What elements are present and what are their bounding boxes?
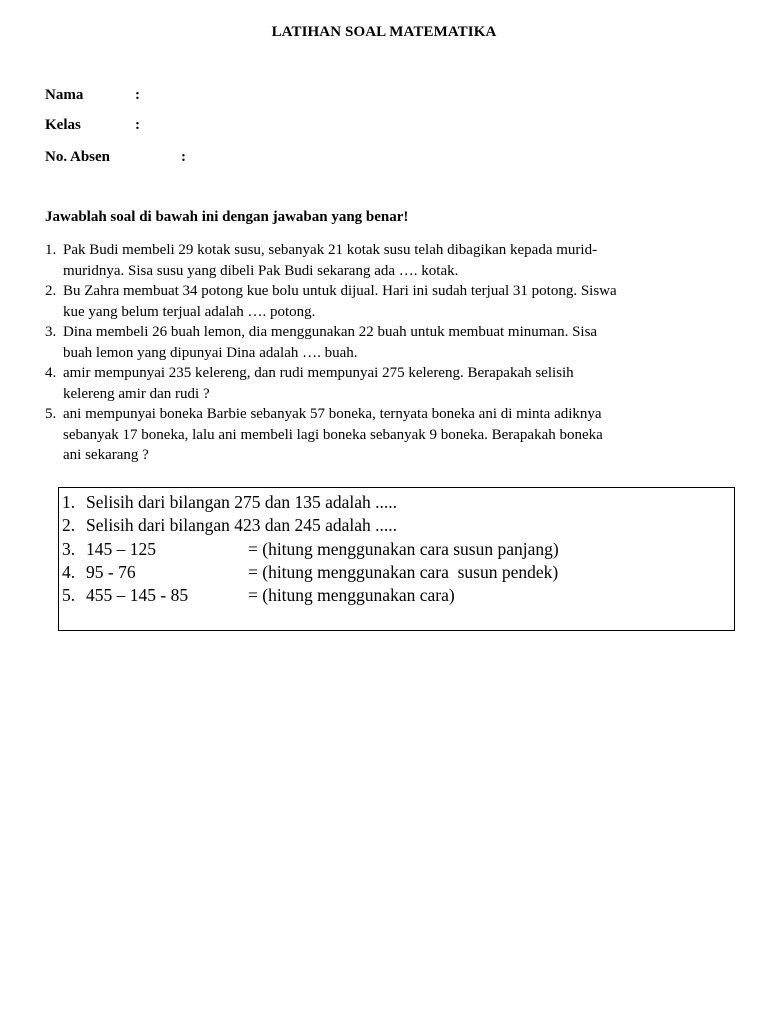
question-line: ani mempunyai boneka Barbie sebanyak 57 boneka, ternyata boneka ani di minta adiknya — [63, 406, 602, 422]
question-line: kelereng amir dan rudi ? — [63, 385, 210, 402]
question-number: 1. — [45, 242, 57, 258]
class-label: Kelas — [45, 117, 81, 133]
exercise-item — [62, 561, 559, 584]
absence-number-colon: : — [181, 149, 186, 165]
question-number: 2. — [45, 283, 57, 299]
question-line: ani sekarang ? — [63, 447, 149, 463]
exercise-number: 5. — [62, 585, 76, 606]
exercise-number: 1. — [62, 492, 76, 512]
question-line: Bu Zahra membuat 34 potong kue bolu untuk dijual. Hari ini sudah terjual 31 potong. Siswa — [63, 283, 617, 299]
question-item — [45, 322, 725, 363]
question-line: kue yang belum terjual adalah …. potong. — [63, 303, 316, 320]
exercise-text: 455 – 145 - 85 — [86, 585, 189, 606]
exercise-instruction: = (hitung menggunakan cara) — [248, 585, 455, 606]
exercise-text: 95 - 76 — [86, 561, 136, 582]
exercise-box — [58, 487, 735, 631]
question-line: buah lemon yang dipunyai Dina adalah …. buah. — [63, 344, 358, 361]
instruction-text: Jawablah soal di bawah ini dengan jawaban yang benar! — [45, 209, 409, 225]
exercise-item — [62, 491, 398, 514]
exercise-text: Selisih dari bilangan 275 dan 135 adalah ..... — [86, 492, 398, 512]
exercise-text: Selisih dari bilangan 423 dan 245 adalah ..... — [86, 515, 398, 536]
name-field — [45, 87, 345, 107]
question-list — [45, 240, 725, 466]
class-field — [45, 117, 345, 137]
question-item — [45, 281, 725, 322]
exercise-item — [62, 514, 398, 537]
page-title: LATIHAN SOAL MATEMATIKA — [271, 24, 497, 40]
exercise-instruction: = (hitung menggunakan cara susun panjang) — [248, 538, 559, 559]
question-item — [45, 363, 725, 404]
absence-number-label: No. Absen — [45, 149, 111, 165]
name-colon: : — [135, 87, 140, 103]
exercise-text: 145 – 125 — [86, 538, 156, 559]
question-number: 4. — [45, 365, 57, 381]
absence-number-field — [45, 149, 345, 169]
question-line: Dina membeli 26 buah lemon, dia menggunakan 22 buah untuk membuat minuman. Sisa — [63, 324, 598, 340]
exercise-list — [62, 491, 559, 607]
exercise-number: 3. — [62, 538, 76, 559]
exercise-item — [62, 538, 559, 561]
name-label: Nama — [45, 87, 84, 103]
class-colon: : — [135, 117, 140, 133]
exercise-item — [62, 584, 455, 607]
question-line: muridnya. Sisa susu yang dibeli Pak Budi sekarang ada …. kotak. — [63, 262, 459, 279]
question-item — [45, 404, 725, 466]
exercise-instruction: = (hitung menggunakan cara susun pendek) — [248, 561, 559, 582]
exercise-number: 4. — [62, 561, 76, 582]
question-item — [45, 240, 725, 281]
question-number: 3. — [45, 324, 57, 340]
question-line: Pak Budi membeli 29 kotak susu, sebanyak 21 kotak susu telah dibagikan kepada murid- — [63, 242, 598, 258]
question-line: sebanyak 17 boneka, lalu ani membeli lagi boneka sebanyak 9 boneka. Berapakah boneka — [63, 426, 603, 443]
exercise-number: 2. — [62, 515, 76, 536]
question-line: amir mempunyai 235 kelereng, dan rudi mempunyai 275 kelereng. Berapakah selisih — [63, 365, 574, 381]
question-number: 5. — [45, 406, 57, 422]
